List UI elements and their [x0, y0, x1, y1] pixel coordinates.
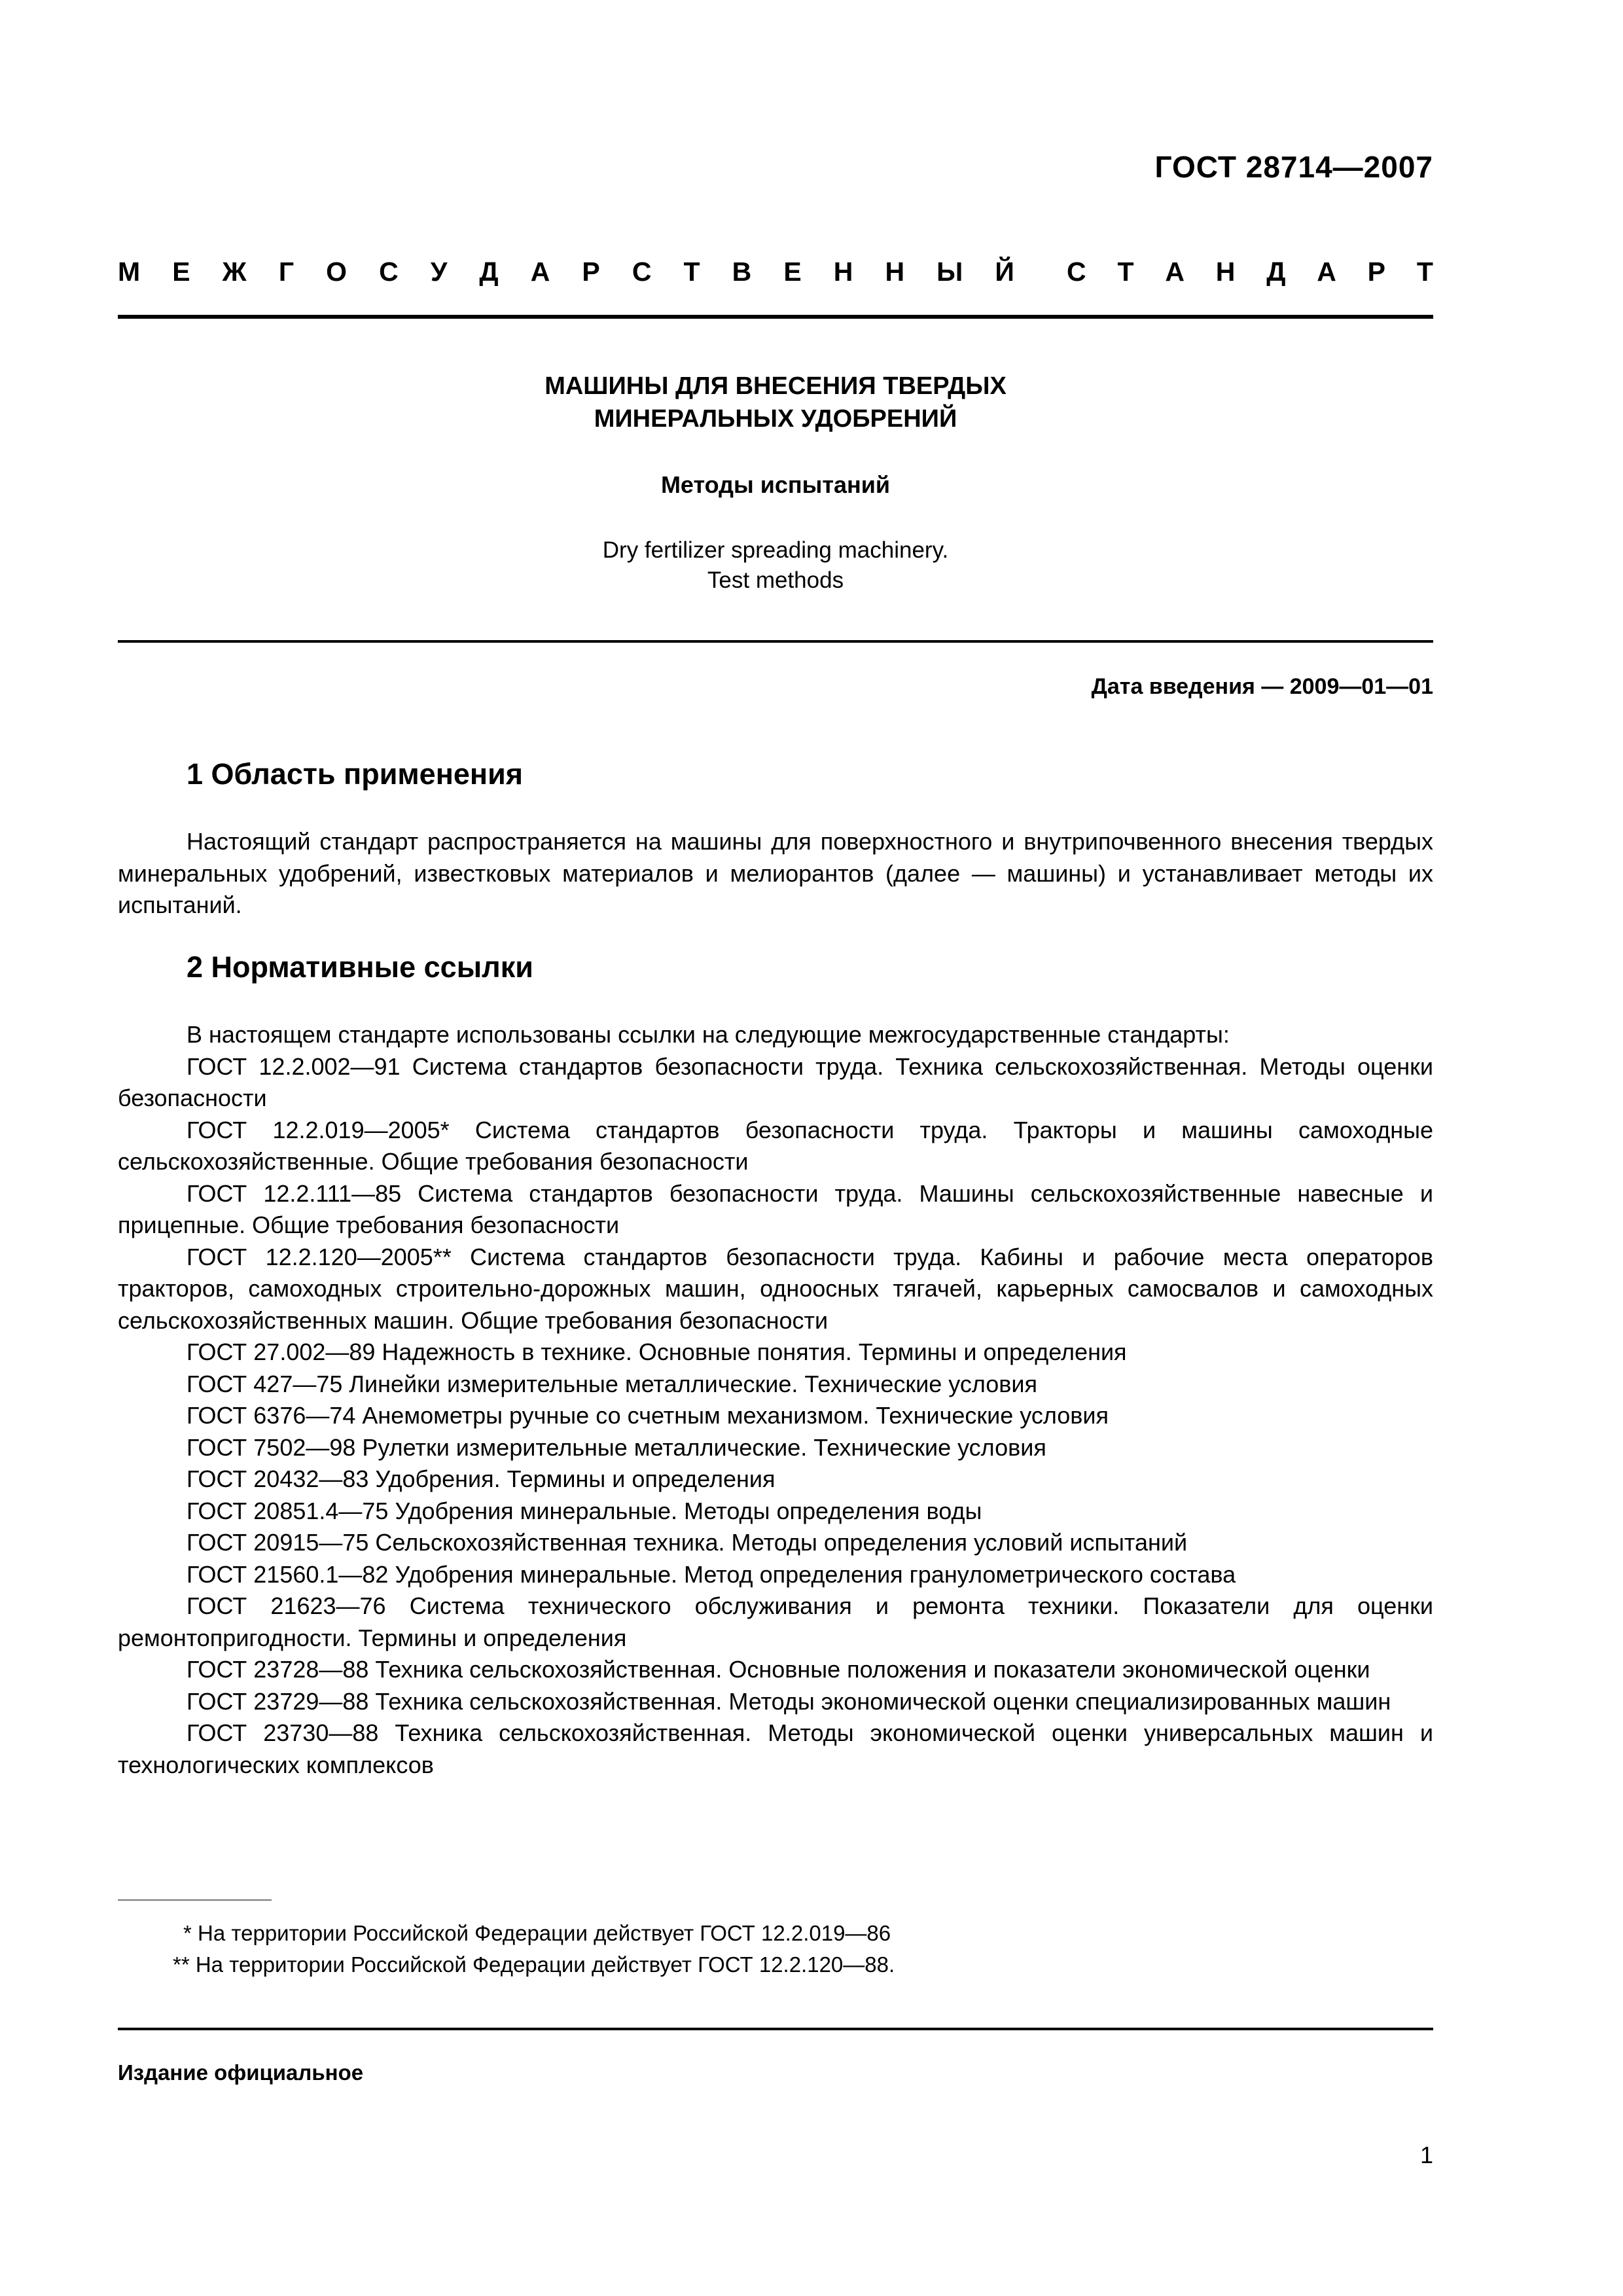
section-2-heading: 2 Нормативные ссылки [187, 950, 533, 984]
reference-item: ГОСТ 23730—88 Техника сельскохозяйственная. Методы экономической оценки универсальных машин и технологических комплексов [118, 1719, 1433, 1778]
reference-item: ГОСТ 12.2.111—85 Система стандартов безопасности труда. Машины сельскохозяйственные навесные и прицепные. Общие требования безопасности [118, 1179, 1433, 1238]
banner-letter: А [1165, 257, 1185, 287]
banner-letter: О [326, 257, 348, 287]
standard-type-word-2 [1067, 257, 1433, 287]
reference-item: ГОСТ 20915—75 Сельскохозяйственная техника. Методы определения условий испытаний [187, 1529, 1188, 1556]
banner-letter: Т [1117, 257, 1134, 287]
document-subtitle: Методы испытаний [660, 471, 891, 498]
banner-letter: М [118, 257, 141, 287]
edition-label: Издание официальное [118, 2060, 364, 2085]
standard-type-word-1 [118, 257, 1014, 287]
reference-item: ГОСТ 7502—98 Рулетки измерительные металлические. Технические условия [187, 1433, 1046, 1461]
section-2-body [118, 1019, 1433, 1781]
banner-letter: Н [833, 257, 853, 287]
banner-letter: Д [479, 257, 499, 287]
banner-letter: В [732, 257, 752, 287]
english-title [118, 535, 1433, 596]
reference-item: ГОСТ 20432—83 Удобрения. Термины и определения [187, 1465, 776, 1492]
banner-letter: Т [683, 257, 700, 287]
section-1-heading: 1 Область применения [187, 757, 524, 791]
english-title-line-1: Dry fertilizer spreading machinery. [602, 537, 949, 563]
banner-letter: С [1067, 257, 1086, 287]
footnote-rule [118, 1899, 272, 1901]
banner-letter: С [379, 257, 399, 287]
banner-letter: Н [1215, 257, 1236, 287]
english-title-line-2: Test methods [707, 567, 844, 593]
banner-letter: Т [1416, 257, 1433, 287]
reference-item: ГОСТ 12.2.002—91 Система стандартов безопасности труда. Техника сельскохозяйственная. Методы оценки безопасности [118, 1052, 1433, 1111]
title-line-2: МИНЕРАЛЬНЫХ УДОБРЕНИЙ [594, 405, 957, 433]
banner-letter: Й [995, 257, 1014, 287]
banner-letter: С [632, 257, 652, 287]
banner-letter: Р [1367, 257, 1386, 287]
reference-item: ГОСТ 12.2.019—2005* Система стандартов безопасности труда. Тракторы и машины самоходные сельскохозяйственные. Общие требования безопасности [118, 1116, 1433, 1175]
banner-letter: У [430, 257, 448, 287]
document-number: ГОСТ 28714—2007 [1154, 150, 1433, 184]
title-rule [118, 640, 1433, 643]
header-rule [118, 315, 1433, 319]
banner-letter: А [1317, 257, 1336, 287]
page-number: 1 [1419, 2142, 1433, 2168]
reference-item: ГОСТ 20851.4—75 Удобрения минеральные. Методы определения воды [187, 1497, 982, 1524]
introduction-date: Дата введения — 2009—01—01 [1091, 674, 1433, 699]
reference-item: ГОСТ 23729—88 Техника сельскохозяйственная. Методы экономической оценки специализированных машин [187, 1687, 1391, 1715]
reference-item: ГОСТ 6376—74 Анемометры ручные со счетным механизмом. Технические условия [187, 1402, 1109, 1429]
reference-item: ГОСТ 23728—88 Техника сельскохозяйственная. Основные положения и показатели экономической оценки [187, 1656, 1370, 1683]
reference-item: ГОСТ 21623—76 Система технического обслуживания и ремонта техники. Показатели для оценки ремонтопригодности. Термины и определения [118, 1592, 1433, 1651]
banner-letter: Г [278, 257, 294, 287]
footnotes [118, 1918, 1296, 1981]
section-2-intro: В настоящем стандарте использованы ссылки на следующие межгосударственные стандарты: [187, 1021, 1230, 1048]
banner-letter: Н [885, 257, 905, 287]
banner-letter: Д [1266, 257, 1286, 287]
banner-letter: Ж [222, 257, 247, 287]
title-line-1: МАШИНЫ ДЛЯ ВНЕСЕНИЯ ТВЕРДЫХ [544, 372, 1007, 400]
footnote-1: * На территории Российской Федерации действует ГОСТ 12.2.019—86 [183, 1921, 891, 1945]
banner-letter: Е [783, 257, 802, 287]
section-1-body [118, 826, 1433, 922]
reference-item: ГОСТ 12.2.120—2005** Система стандартов безопасности труда. Кабины и рабочие места операторов тракторов, самоходных строительно-дорожных машин, одноосных тягачей, карьерных самосвалов и самоходных сельскохозяйственных машин. Общие требования безопасности [118, 1243, 1433, 1334]
reference-item: ГОСТ 21560.1—82 Удобрения минеральные. Метод определения гранулометрического состава [187, 1560, 1236, 1588]
standard-type-banner [118, 257, 1433, 287]
document-title [118, 370, 1433, 435]
banner-letter: Ы [936, 257, 963, 287]
footnote-2: ** На территории Российской Федерации действует ГОСТ 12.2.120—88. [173, 1952, 895, 1977]
banner-letter: Р [582, 257, 600, 287]
reference-item: ГОСТ 427—75 Линейки измерительные металлические. Технические условия [187, 1370, 1038, 1397]
reference-item: ГОСТ 27.002—89 Надежность в технике. Основные понятия. Термины и определения [187, 1338, 1127, 1365]
footer-rule [118, 2028, 1433, 2030]
banner-letter: А [530, 257, 550, 287]
banner-letter: Е [172, 257, 190, 287]
normative-references-list [118, 1051, 1433, 1782]
section-1-paragraph: Настоящий стандарт распространяется на машины для поверхностного и внутрипочвенного внесения твердых минеральных удобрений, известковых материалов и мелиорантов (далее — машины) и устанавливает методы их испытаний. [118, 828, 1433, 918]
